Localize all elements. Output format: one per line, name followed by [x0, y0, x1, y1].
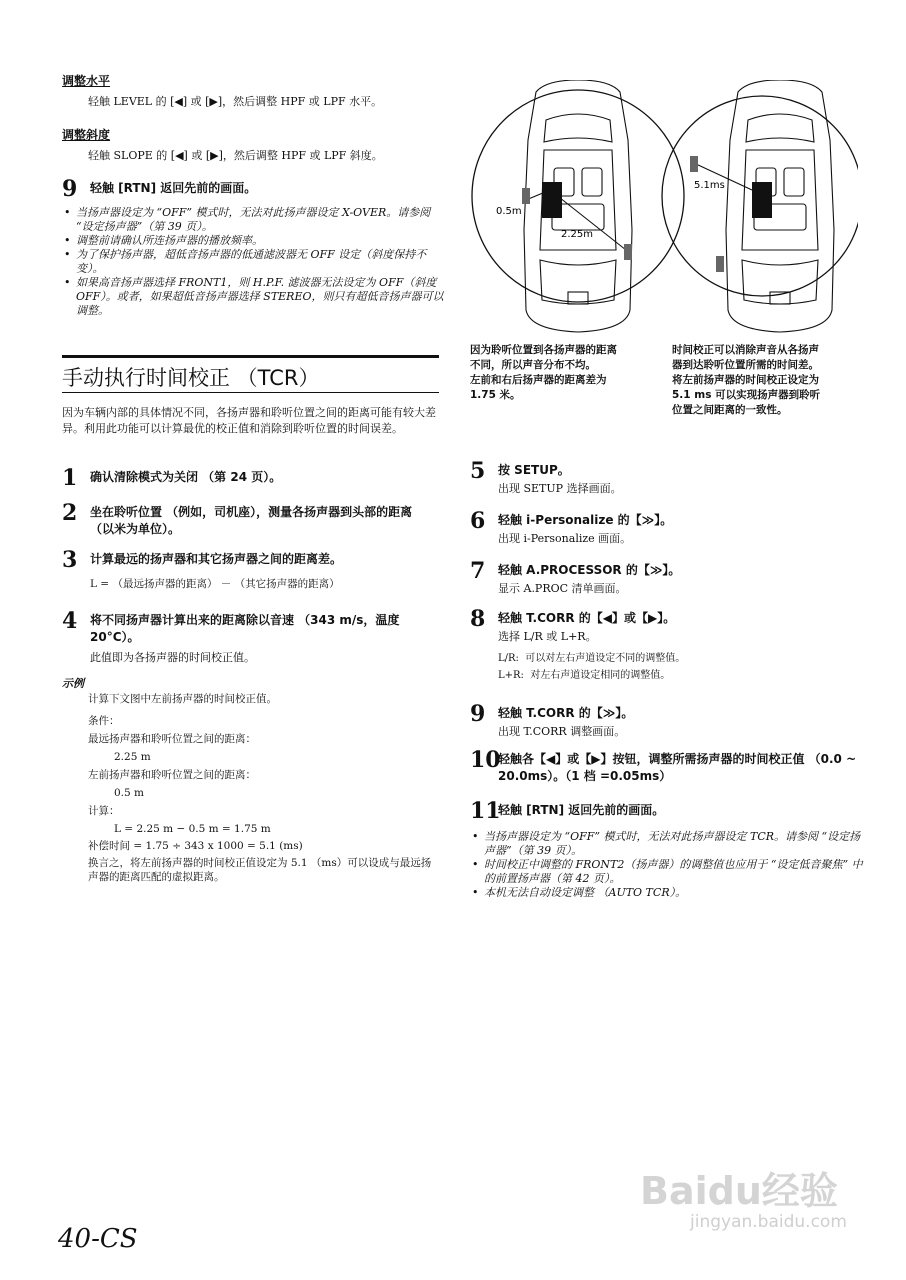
caption-left [470, 343, 660, 403]
step-number: 5 [470, 458, 486, 484]
car-outline [524, 80, 632, 332]
step-3 [62, 547, 442, 595]
caption-line: 左前和右后扬声器的距离差为 [470, 374, 607, 386]
example-line: 最远扬声器和聆听位置之间的距离： [88, 733, 256, 745]
level-text: 轻触 LEVEL 的 [◀] 或 [▶]，然后调整 HPF 或 LPF 水平。 [88, 95, 383, 108]
notes-bottom [470, 830, 864, 900]
step-title: 轻触 [RTN] 返回先前的画面。 [90, 181, 257, 195]
step-desc: 此值即为各扬声器的时间校正值。 [90, 651, 255, 664]
speaker-icon [716, 256, 724, 272]
note-item: • 本机无法自动设定调整 （AUTO TCR）。 [484, 886, 864, 900]
lr-text: 可以对左右声道设定不同的调整值。 [525, 653, 686, 664]
step-11 [470, 798, 860, 826]
label-time: 5.1ms [694, 180, 725, 191]
label-far: 2.25m [561, 229, 594, 240]
rear-window [742, 260, 818, 304]
caption-right [672, 343, 862, 418]
step-title: 轻触各【◀】或【▶】按钮，调整所需扬声器的时间校正值 （0.0 ~ 20.0ms）。（1 档 =0.05ms） [498, 752, 857, 783]
step-desc: 出现 T.CORR 调整画面。 [498, 725, 626, 738]
step-1 [62, 465, 442, 493]
example-line: 补偿时间 = 1.75 ÷ 343 x 1000 = 5.1 (ms) [88, 840, 303, 852]
step-desc: 显示 A.PROC 清单画面。 [498, 582, 627, 595]
note-item: • 如果高音扬声器选择 FRONT1，则 H.P.F. 滤波器无法设定为 OFF（斜度 OFF）。或者，如果超低音扬声器选择 STEREO，则只有超低音扬声器可以调整。 [76, 276, 446, 318]
lr-text: 对左右声道设定相同的调整值。 [530, 670, 671, 681]
lr-key: L/R: [498, 653, 519, 664]
example-line: 计算： [88, 805, 120, 817]
step-number: 3 [62, 547, 78, 573]
step-number: 9 [62, 176, 78, 202]
label-near: 0.5m [496, 206, 522, 217]
example-line: 左前扬声器和聆听位置之间的距离： [88, 769, 256, 781]
example-line: L = 2.25 m − 0.5 m = 1.75 m [114, 823, 271, 835]
step-2 [62, 500, 442, 544]
car-figure [466, 80, 858, 342]
step-title: 轻触 [RTN] 返回先前的画面。 [498, 803, 665, 817]
step-number: 11 [470, 798, 501, 824]
step-desc: 出现 i-Personalize 画面。 [498, 532, 632, 545]
lr-key: L+R: [498, 670, 524, 681]
example-line: 0.5 m [114, 787, 144, 799]
notes-top [62, 206, 446, 318]
step-8 [470, 606, 860, 690]
example-label: 示例 [62, 677, 84, 690]
level-title: 调整水平 [62, 74, 111, 88]
windshield [544, 114, 612, 142]
slope-title: 调整斜度 [62, 128, 111, 142]
step-number: 1 [62, 465, 78, 491]
watermark-url: jingyan.baidu.com [690, 1212, 847, 1232]
step-title: 坐在聆听位置 （例如，司机座），测量各扬声器到头部的距离 （以米为单位）。 [90, 505, 413, 536]
step-4 [62, 608, 442, 672]
step-desc: 出现 SETUP 选择画面。 [498, 482, 622, 495]
example-line: 条件： [88, 715, 120, 727]
note-item: • 时间校正中调整的 FRONT2（扬声器）的调整值也应用于 “设定低音聚焦” 中的前置扬声器（第 42 页）。 [484, 858, 864, 886]
step-number: 4 [62, 608, 78, 634]
watermark-brand: Baidu经验 [640, 1169, 838, 1213]
speaker-icon [690, 156, 698, 172]
step-number: 2 [62, 500, 78, 526]
step-number: 10 [470, 747, 501, 773]
note-item: • 调整前请确认所连扬声器的播放频率。 [76, 234, 446, 248]
caption-line: 位置之间距离的一致性。 [672, 404, 788, 416]
listener-head [752, 182, 772, 218]
step-number: 6 [470, 508, 486, 534]
step-title: 确认清除模式为关闭 （第 24 页）。 [90, 470, 282, 484]
step-title: 轻触 T.CORR 的【◀】或【▶】。 [498, 611, 676, 625]
lr-option [498, 668, 670, 683]
step-10 [470, 747, 860, 791]
step-title: 将不同扬声器计算出来的距离除以音速 （343 m/s，温度 20°C）。 [90, 613, 400, 644]
caption-line: 时间校正可以消除声音从各扬声 [672, 344, 819, 356]
rear-window [540, 260, 616, 304]
section-title: 手动执行时间校正 （TCR） [62, 366, 320, 390]
step-desc: L = （最远扬声器的距离） － （其它扬声器的距离） [90, 578, 340, 590]
example-line: 计算下文图中左前扬声器的时间校正值。 [88, 693, 277, 705]
example-line: 2.25 m [114, 751, 151, 763]
section-rule-top [62, 355, 439, 358]
step-title: 计算最远的扬声器和其它扬声器之间的距离差。 [90, 552, 343, 566]
seat [784, 168, 804, 196]
section-rule-bottom [62, 392, 439, 393]
caption-line: 1.75 米。 [470, 389, 521, 401]
step-6 [470, 508, 860, 552]
caption-line: 5.1 ms 可以实现扬声器到聆听 [672, 389, 821, 401]
step-7 [470, 558, 860, 602]
step-title: 按 SETUP。 [498, 463, 570, 477]
step-number: 8 [470, 606, 486, 632]
speaker-icon [624, 244, 632, 260]
step-desc: 选择 L/R 或 L+R。 [498, 630, 597, 643]
step-title: 轻触 T.CORR 的【≫】。 [498, 706, 634, 720]
example-line: 换言之，将左前扬声器的时间校正值设定为 5.1 （ms）可以设成与最远扬声器的距离匹配的虚拟距离。 [88, 857, 432, 883]
step-number: 7 [470, 558, 486, 584]
step-9 [470, 701, 860, 745]
step-title: 轻触 i-Personalize 的【≫】。 [498, 513, 673, 527]
windshield [746, 114, 814, 142]
caption-line: 将左前扬声器的时间校正设定为 [672, 374, 819, 386]
step-title: 轻触 A.PROCESSOR 的【≫】。 [498, 563, 681, 577]
caption-line: 不同，所以声音分布不均。 [470, 359, 596, 371]
lr-option [498, 651, 685, 666]
seat [582, 168, 602, 196]
range-circle [472, 90, 684, 302]
listener-head [542, 182, 562, 218]
slope-text: 轻触 SLOPE 的 [◀] 或 [▶]，然后调整 HPF 或 LPF 斜度。 [88, 149, 383, 162]
note-item: • 当扬声器设定为 “OFF” 模式时，无法对此扬声器设定 TCR。请参阅 “设定扬声器”（第 39 页）。 [484, 830, 864, 858]
note-item: • 为了保护扬声器，超低音扬声器的低通滤波器无 OFF 设定（斜度保持不变）。 [76, 248, 446, 276]
caption-line: 因为聆听位置到各扬声器的距离 [470, 344, 617, 356]
page-number: 40-CS [58, 1224, 138, 1254]
speaker-icon [522, 188, 530, 204]
step-number: 9 [470, 701, 486, 727]
caption-line: 器到达聆听位置所需的时间差。 [672, 359, 819, 371]
note-item: • 当扬声器设定为 “OFF” 模式时，无法对此扬声器设定 X-OVER。请参阅 “设定扬声器”（第 39 页）。 [76, 206, 446, 234]
step-5 [470, 458, 860, 502]
section-intro: 因为车辆内部的具体情况不同，各扬声器和聆听位置之间的距离可能有较大差异。利用此功能可以计算最优的校正值和消除到聆听位置的时间误差。 [62, 406, 436, 435]
step-9-top [62, 176, 442, 204]
